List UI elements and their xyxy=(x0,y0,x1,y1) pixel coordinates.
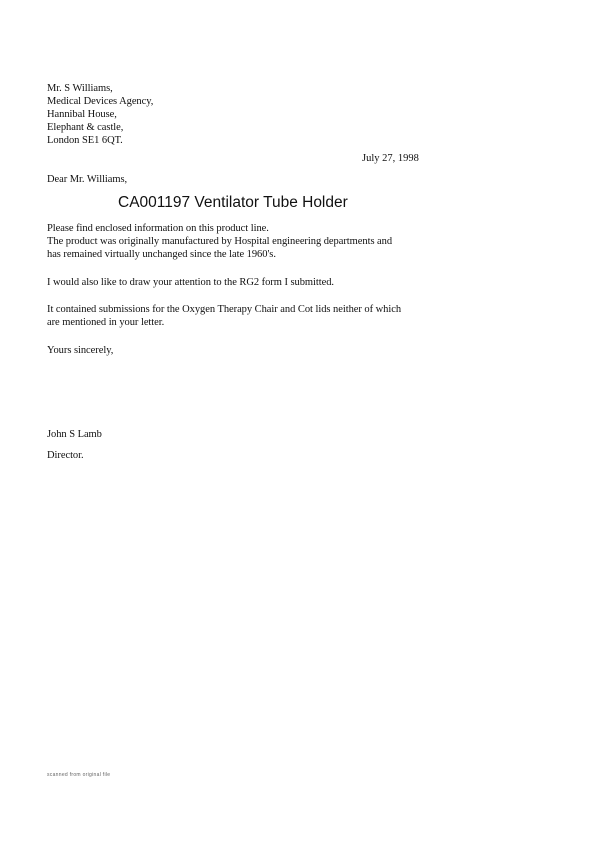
letter-date: July 27, 1998 xyxy=(362,153,419,164)
subject-heading: CA001197 Ventilator Tube Holder xyxy=(118,194,348,211)
recipient-address xyxy=(47,82,153,147)
paragraph-line: has remained virtually unchanged since the late 1960's. xyxy=(47,249,276,260)
paragraph-line: are mentioned in your letter. xyxy=(47,317,165,328)
paragraph-line: It contained submissions for the Oxygen Therapy Chair and Cot lids neither of which xyxy=(47,304,402,315)
address-line: Mr. S Williams, xyxy=(47,83,113,94)
body-paragraph xyxy=(47,222,392,261)
body-paragraph xyxy=(47,303,401,329)
page-footer: scanned from original file xyxy=(47,772,111,778)
signer-name: John S Lamb xyxy=(47,429,102,440)
signer-title: Director. xyxy=(47,450,84,461)
paragraph-line: Please find enclosed information on this product line. xyxy=(47,223,269,234)
address-line: Elephant & castle, xyxy=(47,122,124,133)
address-line: Medical Devices Agency, xyxy=(47,96,154,107)
closing: Yours sincerely, xyxy=(47,345,114,356)
address-line: Hannibal House, xyxy=(47,109,117,120)
body-paragraph xyxy=(47,276,334,289)
paragraph-line: The product was originally manufactured by Hospital engineering departments and xyxy=(47,236,393,247)
paragraph-line: I would also like to draw your attention to the RG2 form I submitted. xyxy=(47,277,335,288)
address-line: London SE1 6QT. xyxy=(47,135,123,146)
salutation: Dear Mr. Williams, xyxy=(47,174,128,185)
